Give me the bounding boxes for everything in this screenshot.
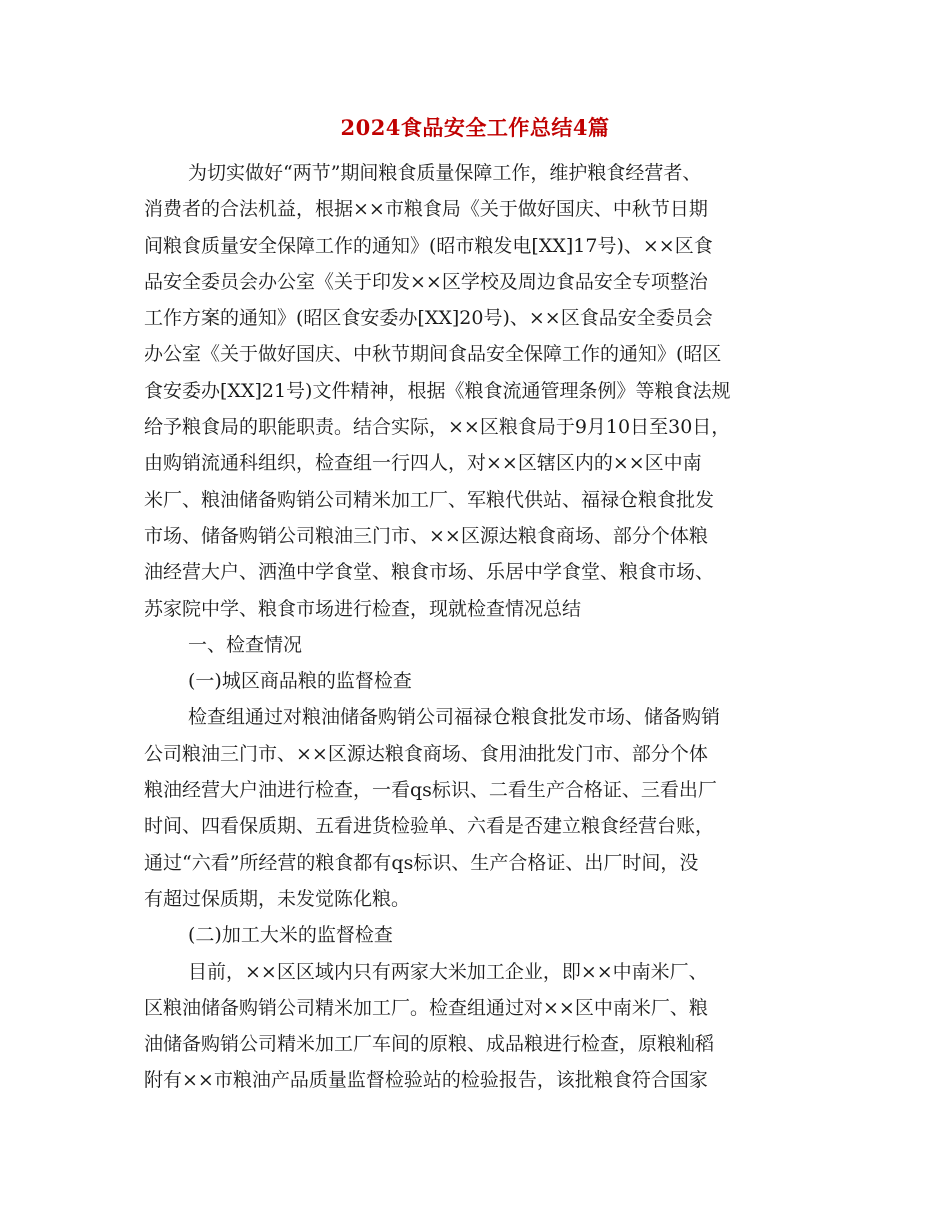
paragraph-line: 市场、储备购销公司粮油三门市、××区源达粮食商场、部分个体粮	[144, 524, 708, 547]
paragraph-line: 通过“六看”所经营的粮食都有qs标识、生产合格证、出厂时间，没	[144, 851, 699, 874]
document-body	[144, 155, 824, 1099]
paragraph-line: 附有××市粮油产品质量监督检验站的检验报告，该批粮食符合国家	[144, 1069, 708, 1092]
paragraph-line: 给予粮食局的职能职责。结合实际，××区粮食局于9月10日至30日，	[144, 416, 731, 439]
paragraph-line: 公司粮油三门市、××区源达粮食商场、食用油批发门市、部分个体	[144, 742, 708, 765]
document-title: 2024食品安全工作总结4篇	[340, 115, 610, 140]
paragraph-line: 苏家院中学、粮食市场进行检查，现就检查情况总结	[144, 597, 582, 620]
paragraph-line: 间粮食质量安全保障工作的通知》(昭市粮发电[XX]17号)、××区食	[144, 234, 713, 257]
paragraph-line: 有超过保质期，未发觉陈化粮。	[144, 887, 411, 910]
subsection-heading: (二)加工大米的监督检查	[188, 924, 393, 947]
paragraph-line: 粮油经营大户油进行检查，一看qs标识、二看生产合格证、三看出厂	[144, 779, 717, 802]
paragraph-line: 时间、四看保质期、五看进货检验单、六看是否建立粮食经营台账，	[144, 815, 715, 838]
paragraph-line: 检查组通过对粮油储备购销公司福禄仓粮食批发市场、储备购销	[188, 706, 721, 729]
subsection-heading: (一)城区商品粮的监督检查	[188, 670, 412, 693]
paragraph-line: 工作方案的通知》(昭区食安委办[XX]20号)、××区食品安全委员会	[144, 307, 713, 330]
paragraph-line: 由购销流通科组织，检查组一行四人，对××区辖区内的××区中南	[144, 452, 702, 475]
paragraph-line: 品安全委员会办公室《关于印发××区学校及周边食品安全专项整治	[144, 270, 708, 293]
paragraph-line: 消费者的合法机益，根据××市粮食局《关于做好国庆、中秋节日期	[144, 198, 708, 221]
paragraph-line: 米厂、粮油储备购销公司精米加工厂、军粮代供站、福禄仓粮食批发	[144, 488, 715, 511]
paragraph-line: 区粮油储备购销公司精米加工厂。检查组通过对××区中南米厂、粮	[144, 996, 708, 1019]
paragraph-line: 油经营大户、洒渔中学食堂、粮食市场、乐居中学食堂、粮食市场、	[144, 561, 715, 584]
section-heading: 一、检查情况	[188, 633, 303, 656]
paragraph-line: 油储备购销公司精米加工厂车间的原粮、成品粮进行检查，原粮籼稻	[144, 1033, 715, 1056]
paragraph-line: 办公室《关于做好国庆、中秋节期间食品安全保障工作的通知》(昭区	[144, 343, 722, 366]
paragraph-line: 食安委办[XX]21号)文件精神，根据《粮食流通管理条例》等粮食法规	[144, 379, 731, 402]
paragraph-line: 为切实做好“两节”期间粮食质量保障工作，维护粮食经营者、	[188, 162, 702, 184]
paragraph-line: 目前，××区区域内只有两家大米加工企业，即××中南米厂、	[188, 960, 708, 983]
